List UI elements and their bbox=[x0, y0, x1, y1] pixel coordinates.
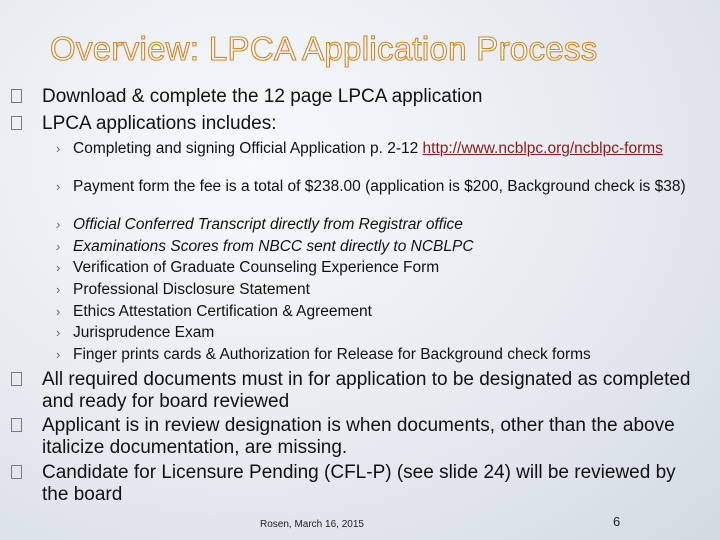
chevron-right-icon: › bbox=[56, 325, 61, 340]
chevron-right-icon: › bbox=[56, 239, 61, 254]
footer-date: Rosen, March 16, 2015 bbox=[260, 519, 364, 530]
sub-item-text: Ethics Attestation Certification & Agreement bbox=[73, 303, 372, 320]
sub-item bbox=[56, 303, 703, 320]
checkbox-bullet-icon bbox=[11, 418, 22, 432]
chevron-right-icon: › bbox=[56, 217, 61, 232]
sub-item bbox=[56, 140, 703, 157]
sub-item-text: Completing and signing Official Application p. 2-12 bbox=[73, 140, 423, 157]
sub-item bbox=[56, 178, 703, 195]
checkbox-bullet-icon bbox=[11, 89, 22, 103]
checkbox-bullet-icon bbox=[11, 116, 22, 130]
chevron-right-icon: › bbox=[56, 282, 61, 297]
chevron-right-icon: › bbox=[56, 347, 61, 362]
bullet-text: LPCA applications includes: bbox=[42, 113, 277, 134]
sub-item-text: Jurisprudence Exam bbox=[73, 324, 215, 341]
bullet-text: All required documents must in for application to be designated as completed and ready for board reviewed bbox=[42, 369, 691, 412]
sub-item-text: Official Conferred Transcript directly from Registrar office bbox=[73, 216, 463, 233]
sub-item bbox=[56, 216, 703, 233]
bullet-text: Candidate for Licensure Pending (CFL-P) (see slide 24) will be reviewed by the board bbox=[42, 462, 676, 505]
chevron-right-icon: › bbox=[56, 141, 61, 156]
bullet-text: Applicant is in review designation is when documents, other than the above italicize documentation, are missing. bbox=[42, 415, 675, 458]
sub-item bbox=[56, 281, 703, 298]
chevron-right-icon: › bbox=[56, 304, 61, 319]
sub-item-text: Examinations Scores from NBCC sent directly to NCBLPC bbox=[73, 238, 474, 255]
sub-item bbox=[56, 238, 703, 255]
bullet-item bbox=[42, 113, 276, 135]
sub-item bbox=[56, 259, 703, 276]
bullet-text: Download & complete the 12 page LPCA application bbox=[42, 86, 483, 107]
bullet-item bbox=[42, 415, 712, 459]
sub-item-text: Professional Disclosure Statement bbox=[73, 281, 310, 298]
page-number: 6 bbox=[613, 514, 621, 529]
sub-item bbox=[56, 324, 703, 341]
sub-item-text: Payment form the fee is a total of $238.00 (application is $200, Background check is $38) bbox=[73, 178, 686, 195]
chevron-right-icon: › bbox=[56, 179, 61, 194]
chevron-right-icon: › bbox=[56, 260, 61, 275]
checkbox-bullet-icon bbox=[11, 372, 22, 386]
bullet-item bbox=[42, 86, 482, 108]
sub-item-text: Verification of Graduate Counseling Experience Form bbox=[73, 259, 440, 276]
forms-link[interactable]: http://www.ncblpc.org/ncblpc-forms bbox=[422, 140, 663, 157]
bullet-item bbox=[42, 462, 682, 506]
checkbox-bullet-icon bbox=[11, 465, 22, 479]
sub-item-text: Finger prints cards & Authorization for Release for Background check forms bbox=[73, 346, 591, 363]
sub-item bbox=[56, 346, 703, 363]
slide-title: Overview: LPCA Application Process bbox=[50, 30, 598, 67]
bullet-item bbox=[42, 369, 702, 413]
